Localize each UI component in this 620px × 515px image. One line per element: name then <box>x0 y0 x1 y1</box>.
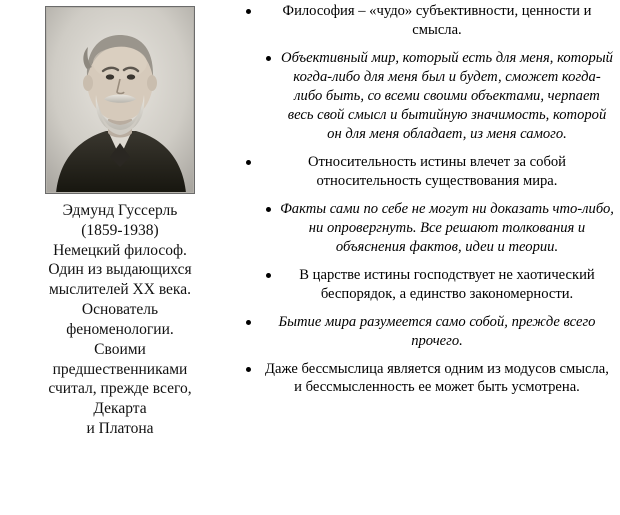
caption-line: Эдмунд Гуссерль <box>62 202 178 219</box>
list-item-text: В царстве истины господствует не хаотический беспорядок, а единство закономерности. <box>299 266 595 302</box>
list-item-text: Объективный мир, который есть для меня, который когда-либо для меня был и будет, сможет когда-либо быть, со всеми своими объектами, черпает весь свой смысл и бытийную значимость, которой он для меня обладает, из меня самого. <box>281 49 613 142</box>
left-column <box>0 0 238 515</box>
caption-line: Своими <box>94 340 146 358</box>
portrait-caption <box>48 201 191 439</box>
list-item-text: Философия – «чудо» субъективности, ценности и смысла. <box>282 3 592 38</box>
list-item <box>240 153 614 191</box>
caption-line: Немецкий философ. <box>53 241 187 259</box>
quote-list <box>240 2 614 397</box>
list-item <box>240 2 614 40</box>
caption-line: (1859-1938) <box>81 221 159 239</box>
caption-line: феноменологии. <box>66 320 174 338</box>
list-item-text: Относительность истины влечет за собой относительность существования мира. <box>308 153 566 189</box>
caption-line: Один из выдающихся <box>48 261 192 279</box>
list-item <box>240 313 614 351</box>
list-item <box>240 266 614 304</box>
caption-line: Декарта <box>93 400 147 418</box>
list-item-text: Даже бессмыслица является одним из модусов смысла, и бессмысленность ее может быть усмотрена. <box>265 360 609 396</box>
caption-line: Основатель <box>81 301 159 319</box>
list-item-text: Бытие мира разумеется само собой, прежде всего прочего. <box>278 313 596 349</box>
caption-line: и Платона <box>86 420 154 438</box>
caption-line: считал, прежде всего, <box>48 380 192 398</box>
portrait-frame <box>45 6 195 194</box>
list-item <box>240 200 614 257</box>
caption-line: предшественниками <box>52 360 188 378</box>
list-item <box>240 49 614 144</box>
list-item-text: Факты сами по себе не могут ни доказать что-либо, ни опровергнуть. Все решают толкования и объяснения фактов, идеи и теории. <box>280 200 614 255</box>
right-column <box>238 0 620 515</box>
portrait-photo <box>46 7 194 193</box>
list-item <box>240 360 614 398</box>
caption-line: мыслителей XX века. <box>48 281 191 299</box>
